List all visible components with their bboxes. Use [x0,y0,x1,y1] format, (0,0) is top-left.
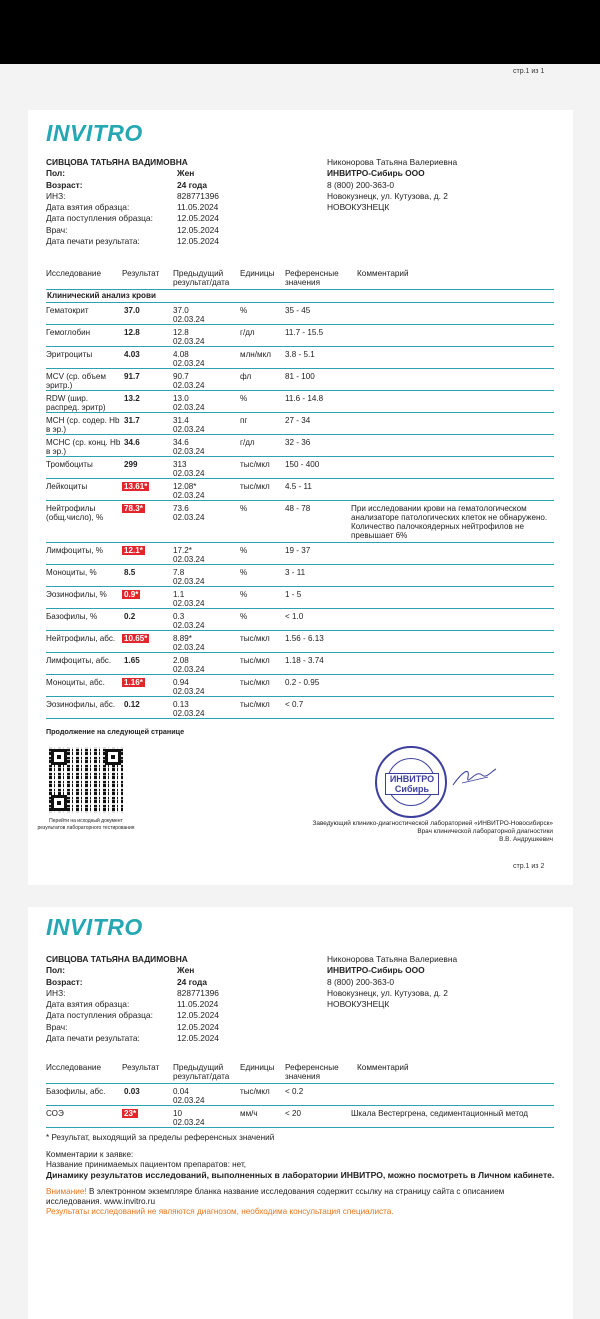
previous-result: 12.8 [173,328,189,337]
reference-range: 32 - 36 [285,438,311,447]
col-unit: Единицы [240,269,275,278]
previous-result: 2.08 [173,656,189,665]
reference-range: 3 - 11 [285,568,306,577]
test-result: 8.5 [124,568,136,577]
reference-range: 11.7 - 15.5 [285,328,324,337]
previous-result: 8.89* [173,634,192,643]
test-name: Нейтрофилы, абс. [46,634,116,643]
signer-line: В.В. Андрушкевич [499,836,553,843]
field-label: Возраст: [46,179,83,190]
reference-range: 35 - 45 [285,306,311,315]
table-header [46,1063,554,1085]
field-value: 12.05.2024 [177,213,219,224]
page-counter: стр.1 из 1 [513,68,545,75]
field-label: ИНЗ: [46,190,66,201]
stamp-image [375,746,447,818]
field-value: 828771396 [177,190,219,201]
unit: млн/мкл [240,350,271,359]
test-result: 1.16* [124,678,143,687]
field-label: Дата поступления образца: [46,213,153,224]
field-label: Пол: [46,965,66,976]
previous-result: 90.7 [173,372,189,381]
test-name: MCV (ср. объем эритр.) [46,372,106,390]
table-row [46,435,554,457]
test-result: 299 [124,460,138,469]
unit: г/дл [240,328,255,337]
unit: тыс/мкл [240,460,270,469]
reference-range: < 1.0 [285,612,304,621]
previous-result: 12.08* [173,482,197,491]
table-row [46,697,554,719]
test-name: Гемоглобин [46,328,91,337]
report-sheet-2 [28,907,573,1319]
previous-date: 02.03.24 [173,1096,205,1105]
lab-city: НОВОКУЗНЕЦК [327,202,390,213]
previous-date: 02.03.24 [173,1118,205,1127]
col-ref-1: Референсные [285,269,339,278]
previous-date: 02.03.24 [173,425,205,434]
unit: % [240,568,248,577]
field-value: 12.05.2024 [177,236,219,247]
qr-code[interactable] [49,747,123,813]
reference-range: < 20 [285,1109,301,1118]
lab-phone: 8 (800) 200-363-0 [327,976,395,987]
test-result: 0.2 [124,612,136,621]
col-comment: Комментарий [357,1063,409,1072]
previous-date: 02.03.24 [173,359,205,368]
test-result: 0.03 [124,1087,140,1096]
lab-address: Новокузнецк, ул. Кутузова, д. 2 [327,987,448,998]
field-label: Возраст: [46,976,83,987]
table-row [46,587,554,609]
previous-date: 02.03.24 [173,577,205,586]
field-value: 12.05.2024 [177,224,219,235]
table-row [46,391,554,413]
field-label: Дата взятия образца: [46,999,130,1010]
field-value: 12.05.2024 [177,1033,219,1044]
test-name: СОЭ [46,1109,64,1118]
top-black-bar [0,0,600,64]
reference-range: < 0.2 [285,1087,304,1096]
col-comment: Комментарий [357,269,409,278]
stamp-top: ИНВИТРО [389,774,435,784]
col-name: Исследование [46,269,102,278]
test-name: Эритроциты [46,350,93,359]
patient-block [46,954,266,1044]
table-row [46,1084,554,1106]
previous-result: 17.2* [173,546,192,555]
field-value: Жен [177,168,195,179]
col-result: Результат [122,1063,160,1072]
field-value: Жен [177,965,195,976]
qr-caption: Перейти на исходный документ результатов лабораторного тестирования [37,818,135,831]
reference-range: 1.56 - 6.13 [285,634,324,643]
previous-result: 0.04 [173,1087,189,1096]
reference-range: 27 - 34 [285,416,311,425]
previous-date: 02.03.24 [173,555,205,564]
previous-date: 02.03.24 [173,491,205,500]
unit: пг [240,416,248,425]
col-ref-2: значения [285,1072,320,1081]
invitro-logo: INVITRO [46,120,143,146]
test-result: 34.6 [124,438,140,447]
reference-range: < 0.7 [285,700,304,709]
unit: тыс/мкл [240,678,270,687]
col-prev-1: Предыдущий [173,1063,224,1072]
test-name: Лейкоциты [46,482,88,491]
previous-date: 02.03.24 [173,709,205,718]
table-header [46,269,554,291]
test-result: 4.03 [124,350,140,359]
notes-block [46,1133,556,1217]
test-result: 12.1* [124,546,143,555]
reference-range: 48 - 78 [285,504,311,513]
test-name: Лимфоциты, абс. [46,656,112,665]
signer-block [313,820,553,844]
patient-name: СИВЦОВА ТАТЬЯНА ВАДИМОВНА [46,954,188,964]
field-label: Врач: [46,224,68,235]
col-ref-2: значения [285,278,320,287]
invitro-logo: INVITRO [46,914,143,940]
signer-line: Врач клинической лабораторной диагностики [417,828,553,835]
test-result: 13.2 [124,394,140,403]
previous-result: 313 [173,460,187,469]
table-row [46,369,554,391]
col-prev-2: результат/дата [173,1072,230,1081]
test-result: 78.3* [124,504,143,513]
test-result: 12.8 [124,328,140,337]
signer-line: Заведующий клинико-диагностической лабораторией «ИНВИТРО-Новосибирск» [312,820,553,827]
previous-result: 0.3 [173,612,185,621]
lab-org: ИНВИТРО-Сибирь ООО [327,965,425,976]
table-row [46,413,554,435]
patient-name: СИВЦОВА ТАТЬЯНА ВАДИМОВНА [46,157,188,167]
previous-date: 02.03.24 [173,599,205,608]
field-label: Дата печати результата: [46,1033,140,1044]
test-name: Эозинофилы, абс. [46,700,115,709]
test-name: Эозинофилы, % [46,590,107,599]
previous-date: 02.03.24 [173,447,205,456]
field-label: Врач: [46,1021,68,1032]
stamp-bottom: Сибирь [394,784,430,794]
previous-result: 37.0 [173,306,189,315]
page-footer: стр.1 из 2 [513,863,545,870]
attention-text: В электронном экземпляре бланка название исследования содержит ссылку на страницу сайта с описанием исследования. www.invitro.ru [46,1187,505,1206]
unit: тыс/мкл [240,656,270,665]
test-result: 0.12 [124,700,140,709]
field-value: 12.05.2024 [177,1021,219,1032]
unit: % [240,306,248,315]
previous-result: 0.94 [173,678,189,687]
test-result: 13.61* [124,482,148,491]
unit: % [240,612,248,621]
comment: Шкала Вестергрена, седиментационный метод [351,1109,529,1118]
previous-result: 31.4 [173,416,189,425]
previous-result: 7.8 [173,568,185,577]
lab-phone: 8 (800) 200-363-0 [327,179,395,190]
table-row [46,457,554,479]
test-name: Тромбоциты [46,460,93,469]
continued-note: Продолжение на следующей странице [46,727,185,736]
field-label: ИНЗ: [46,987,66,998]
previous-date: 02.03.24 [173,513,205,522]
unit: % [240,590,248,599]
table-row [46,347,554,369]
patient-block [46,157,266,247]
previous-date: 02.03.24 [173,643,205,652]
unit: тыс/мкл [240,1087,270,1096]
previous-date: 02.03.24 [173,315,205,324]
field-value: 24 года [177,976,207,987]
table-row [46,675,554,697]
table-row [46,501,554,543]
lab-person: Никонорова Татьяна Валериевна [327,157,458,167]
table-row [46,609,554,631]
previous-date: 02.03.24 [173,687,205,696]
field-value: 828771396 [177,987,219,998]
previous-result: 1.1 [173,590,185,599]
field-value: 24 года [177,179,207,190]
test-result: 10.65* [124,634,148,643]
attention-note [46,1187,556,1207]
unit: % [240,394,248,403]
table-row [46,479,554,501]
unit: % [240,546,248,555]
previous-date: 02.03.24 [173,381,205,390]
table-row [46,631,554,653]
reference-range: 3.8 - 5.1 [285,350,315,359]
unit: тыс/мкл [240,634,270,643]
previous-result: 73.6 [173,504,189,513]
test-name: MCH (ср. содер. Hb в эр.) [46,416,120,434]
dynamics-note: Динамику результатов исследований, выполненных в лаборатории ИНВИТРО, можно посмотреть в Личном кабинете. [46,1170,555,1180]
unit: % [240,504,248,513]
table-row [46,565,554,587]
field-value: 12.05.2024 [177,1010,219,1021]
col-result: Результат [122,269,160,278]
reference-range: 81 - 100 [285,372,315,381]
previous-result: 0.13 [173,700,189,709]
reference-range: 4.5 - 11 [285,482,312,491]
reference-range: 19 - 37 [285,546,311,555]
reference-range: 0.2 - 0.95 [285,678,320,687]
unit: фл [240,372,252,381]
test-result: 23* [124,1109,137,1118]
lab-block [327,954,457,1010]
reference-range: 11.6 - 14.8 [285,394,324,403]
field-value: 11.05.2024 [177,999,219,1010]
test-result: 0.9* [124,590,139,599]
test-name: Лимфоциты, % [46,546,103,555]
reference-range: 150 - 400 [285,460,320,469]
unit: тыс/мкл [240,700,270,709]
reference-range: 1 - 5 [285,590,302,599]
test-result: 91.7 [124,372,140,381]
col-name: Исследование [46,1063,102,1072]
field-label: Дата печати результата: [46,236,140,247]
previous-result: 13.0 [173,394,189,403]
field-label: Пол: [46,168,66,179]
report-sheet-1 [28,110,573,885]
previous-date: 02.03.24 [173,621,205,630]
previous-result: 10 [173,1109,183,1118]
test-result: 31.7 [124,416,140,425]
lab-address: Новокузнецк, ул. Кутузова, д. 2 [327,190,448,201]
col-unit: Единицы [240,1063,275,1072]
comments-text: Название принимаемых пациентом препаратов: нет, [46,1160,247,1169]
table-row [46,303,554,325]
field-value: 11.05.2024 [177,202,219,213]
test-name: Моноциты, % [46,568,97,577]
previous-result: 4.08 [173,350,189,359]
test-result: 37.0 [124,306,140,315]
results-table [46,1083,554,1128]
attention-label: Внимание! [46,1187,87,1196]
comments-title: Комментарии к заявке: [46,1150,134,1159]
previous-result: 34.6 [173,438,189,447]
disclaimer: Результаты исследований не являются диагнозом, необходима консультация специалиста. [46,1207,394,1216]
lab-person: Никонорова Татьяна Валериевна [327,954,458,964]
col-prev-2: результат/дата [173,278,230,287]
table-row [46,325,554,347]
table-row [46,543,554,565]
unit: тыс/мкл [240,482,270,491]
previous-date: 02.03.24 [173,665,205,674]
test-result: 1.65 [124,656,140,665]
test-name: Базофилы, абс. [46,1087,106,1096]
test-name: Базофилы, % [46,612,98,621]
field-label: Дата взятия образца: [46,202,130,213]
section-title: Клинический анализ крови [47,291,156,300]
comment: При исследовании крови на гематологическом анализаторе патологических клеток не обнаружено. Количество палочкоядерных нейтрофилов не превышает 6% [351,504,548,540]
col-prev-1: Предыдущий [173,269,224,278]
previous-date: 02.03.24 [173,337,205,346]
test-name: Нейтрофилы (общ.число), % [46,504,104,522]
previous-date: 02.03.24 [173,403,205,412]
test-name: RDW (шир. распред. эритр) [46,394,106,412]
unit: г/дл [240,438,255,447]
reference-range: 1.18 - 3.74 [285,656,324,665]
table-row [46,653,554,675]
test-name: Моноциты, абс. [46,678,105,687]
signature-image [448,763,498,793]
previous-date: 02.03.24 [173,469,205,478]
legend-note: * Результат, выходящий за пределы референсных значений [46,1133,275,1142]
field-label: Дата поступления образца: [46,1010,153,1021]
unit: мм/ч [240,1109,258,1118]
results-table [46,289,554,719]
test-name: MCHC (ср. конц. Hb в эр.) [46,438,121,456]
lab-city: НОВОКУЗНЕЦК [327,999,390,1010]
table-row [46,1106,554,1128]
col-ref-1: Референсные [285,1063,339,1072]
lab-org: ИНВИТРО-Сибирь ООО [327,168,425,179]
lab-block [327,157,457,213]
test-name: Гематокрит [46,306,89,315]
